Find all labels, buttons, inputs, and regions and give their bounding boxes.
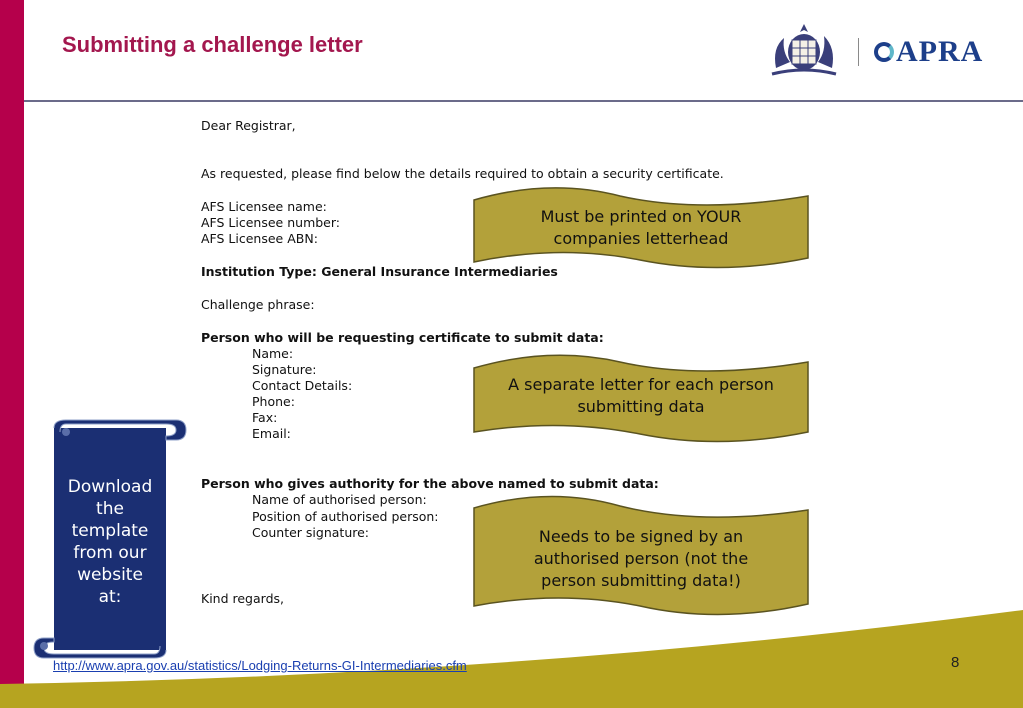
download-template-text: [60, 476, 160, 608]
letter-licensee-number: AFS Licensee number:: [201, 215, 340, 230]
scroll-line: template: [71, 521, 149, 541]
letter-intro: As requested, please find below the details required to obtain a security certificate.: [201, 166, 724, 181]
scroll-line: from our: [73, 543, 147, 563]
letter-authority-heading: Person who gives authority for the above named to submit data:: [201, 476, 659, 491]
letter-authority-field: Counter signature:: [252, 525, 370, 540]
letter-requester-field: Contact Details:: [252, 378, 353, 393]
slide-title: Submitting a challenge letter: [62, 32, 363, 57]
scroll-line: Download: [67, 477, 153, 497]
callout-line: A separate letter for each person: [508, 375, 774, 394]
callout-signed-text: [474, 526, 808, 592]
callout-line: companies letterhead: [553, 229, 729, 248]
scroll-line: website: [77, 565, 143, 585]
letter-challenge-phrase: Challenge phrase:: [201, 297, 315, 312]
letter-requester-field: Phone:: [252, 394, 295, 409]
letter-authority-field: Name of authorised person:: [252, 492, 427, 507]
callout-line: Must be printed on YOUR: [540, 207, 742, 226]
letter-requester-field: Name:: [252, 346, 294, 361]
letter-licensee-abn: AFS Licensee ABN:: [201, 231, 318, 246]
letter-requester-heading: Person who will be requesting certificate to submit data:: [201, 330, 604, 345]
scroll-line: at:: [98, 587, 122, 607]
letter-requester-field: Email:: [252, 426, 291, 441]
apra-logo-text: APRA: [896, 35, 984, 68]
letter-closing: Kind regards,: [201, 591, 284, 606]
callout-line: submitting data: [577, 397, 705, 416]
letter-salutation: Dear Registrar,: [201, 118, 296, 133]
callout-line: Needs to be signed by an: [538, 527, 744, 546]
callout-line: authorised person (not the: [533, 549, 749, 568]
scroll-line: the: [96, 499, 124, 519]
callout-line: person submitting data!): [541, 571, 741, 590]
callout-separate-text: [474, 374, 808, 418]
letter-institution-type: Institution Type: General Insurance Intermediaries: [201, 264, 558, 279]
letter-licensee-name: AFS Licensee name:: [201, 199, 327, 214]
letter-authority-field: Position of authorised person:: [252, 509, 439, 524]
callout-letterhead-text: [474, 206, 808, 250]
letter-requester-field: Fax:: [252, 410, 278, 425]
template-download-link[interactable]: http://www.apra.gov.au/statistics/Lodging-Returns-GI-Intermediaries.cfm: [53, 658, 467, 673]
page-number: 8: [951, 654, 960, 671]
letter-requester-field: Signature:: [252, 362, 317, 377]
